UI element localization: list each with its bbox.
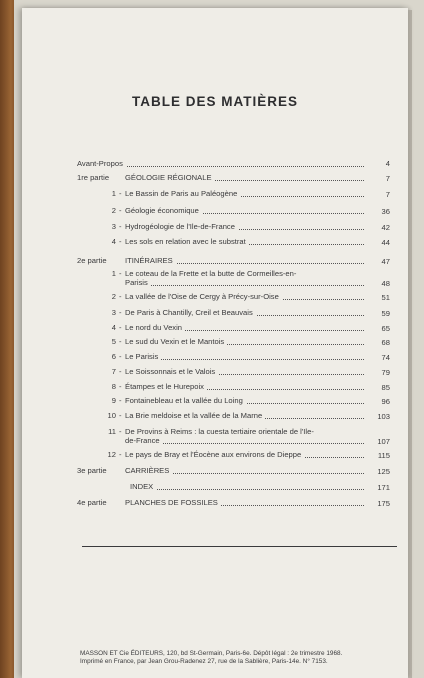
- toc-dash: -: [119, 308, 122, 317]
- toc-item-number: 2: [111, 206, 116, 215]
- toc-item-number: 3: [111, 222, 116, 231]
- toc-label: Étampes et le Hurepoix: [125, 382, 207, 391]
- toc-row: [125, 205, 364, 215]
- toc-row: [125, 435, 364, 445]
- toc-item-number: 12: [107, 450, 116, 459]
- part-prefix: 4e partie: [77, 498, 107, 507]
- toc-row: [125, 291, 364, 301]
- part-prefix: 3e partie: [77, 466, 107, 475]
- toc-label: Le Bassin de Paris au Paléogène: [125, 189, 240, 198]
- part-title: CARRIÈRES: [125, 466, 172, 475]
- toc-label: Le coteau de la Frette et la butte de Cormeilles-en-: [125, 269, 297, 278]
- toc-item-number: 8: [111, 382, 116, 391]
- toc-row-avant-propos: [77, 158, 364, 168]
- toc-row: [125, 366, 364, 376]
- toc-page-number: 47: [381, 257, 390, 266]
- toc-label: Le Parisis: [125, 352, 161, 361]
- toc-item-number: 7: [111, 367, 116, 376]
- footer-line: MASSON ET Cie ÉDITEURS, 120, bd St-Germain, Paris-6e. Dépôt légal : 2e trimestre 1968.: [80, 650, 343, 657]
- toc-label: Hydrogéologie de l'Ile-de-France: [125, 222, 238, 231]
- toc-row: [125, 410, 364, 420]
- toc-dash: -: [119, 427, 122, 436]
- toc-item-number: 4: [111, 237, 116, 246]
- toc-page-number: 96: [381, 397, 390, 406]
- toc-label: de-France: [125, 436, 163, 445]
- toc-label: Fontainebleau et la vallée du Loing: [125, 396, 246, 405]
- toc-label: Le pays de Bray et l'Éocène aux environs de Dieppe: [125, 450, 304, 459]
- toc-page-number: 115: [377, 451, 390, 460]
- toc-page-number: 103: [377, 412, 390, 421]
- part-title: PLANCHES DE FOSSILES: [125, 498, 221, 507]
- toc-row: [125, 307, 364, 317]
- toc-page-number: 171: [377, 483, 390, 492]
- toc-page-number: 42: [381, 223, 390, 232]
- page-title: TABLE DES MATIÈRES: [131, 94, 298, 109]
- toc-row: [125, 277, 364, 287]
- book-page: [22, 8, 408, 678]
- toc-page-number: 36: [381, 207, 390, 216]
- toc-label: De Paris à Chantilly, Creil et Beauvais: [125, 308, 256, 317]
- toc-page-number: 85: [381, 383, 390, 392]
- toc-page-number: 107: [377, 437, 390, 446]
- toc-label: De Provins à Reims : la cuesta tertiaire orientale de l'Ile-: [125, 427, 314, 436]
- divider-rule: [82, 546, 397, 547]
- toc-item-number: 2: [111, 292, 116, 301]
- footer-line: Imprimé en France, par Jean Grou-Radenez 27, rue de la Sablière, Paris-14e. N° 7153.: [80, 657, 328, 665]
- toc-page-number: 7: [385, 174, 390, 183]
- toc-page-number: 79: [381, 368, 390, 377]
- toc-row-part3: [125, 465, 364, 475]
- toc-label: Avant-Propos: [77, 159, 126, 168]
- toc-dash: -: [119, 237, 122, 246]
- toc-page-number: 125: [377, 467, 390, 476]
- toc-dash: -: [119, 450, 122, 459]
- part-title: GÉOLOGIE RÉGIONALE: [125, 173, 215, 182]
- toc-item-number: 3: [111, 308, 116, 317]
- toc-label: Parisis: [125, 278, 151, 287]
- toc-dash: -: [119, 323, 122, 332]
- toc-label: Le sud du Vexin et le Mantois: [125, 337, 227, 346]
- toc-page-number: 68: [381, 338, 390, 347]
- toc-dash: -: [119, 367, 122, 376]
- toc-row: [125, 322, 364, 332]
- toc-row-index: [130, 481, 364, 491]
- toc-item-number: 10: [107, 411, 116, 420]
- toc-dash: -: [119, 337, 122, 346]
- toc-page-number: 44: [381, 238, 390, 247]
- toc-item-number: 5: [111, 337, 116, 346]
- toc-label: La vallée de l'Oise de Cergy à Précy-sur-Oise: [125, 292, 282, 301]
- toc-item-number: 4: [111, 323, 116, 332]
- toc-row: [125, 336, 364, 346]
- toc-row: [125, 449, 364, 459]
- toc-row-part1: [125, 172, 364, 182]
- part-prefix: 1re partie: [77, 173, 110, 182]
- toc-page-number: 4: [385, 159, 390, 168]
- part-prefix: 2e partie: [77, 256, 107, 265]
- toc-page-number: 7: [385, 190, 390, 199]
- toc-row: [125, 395, 364, 405]
- toc-dash: -: [119, 222, 122, 231]
- toc-row: [125, 221, 364, 231]
- toc-dash: -: [119, 382, 122, 391]
- toc-dash: -: [119, 206, 122, 215]
- toc-dash: -: [119, 269, 122, 278]
- toc-row-part4: [125, 497, 364, 507]
- toc-dash: -: [119, 411, 122, 420]
- toc-page-number: 51: [381, 293, 390, 302]
- toc-label: INDEX: [130, 482, 156, 491]
- toc-dash: -: [119, 189, 122, 198]
- toc-page-number: 65: [381, 324, 390, 333]
- toc-dash: -: [119, 352, 122, 361]
- toc-row-part2: [125, 255, 364, 265]
- toc-page-number: 74: [381, 353, 390, 362]
- toc-row: [125, 188, 364, 198]
- toc-item-number: 11: [108, 427, 116, 436]
- toc-dash: -: [119, 396, 122, 405]
- toc-row: [125, 236, 364, 246]
- toc-row: [125, 381, 364, 391]
- toc-label: Géologie économique: [125, 206, 202, 215]
- toc-page-number: 48: [381, 279, 390, 288]
- publisher-footer: [80, 650, 400, 665]
- toc-page-number: 175: [377, 499, 390, 508]
- toc-dash: -: [119, 292, 122, 301]
- toc-item-number: 1: [111, 269, 116, 278]
- toc-page-number: 59: [381, 309, 390, 318]
- toc-label: La Brie meldoise et la vallée de la Marne: [125, 411, 265, 420]
- toc-label: Les sols en relation avec le substrat: [125, 237, 249, 246]
- toc-item-number: 9: [111, 396, 116, 405]
- toc-item-number: 6: [111, 352, 116, 361]
- toc-row: [125, 351, 364, 361]
- part-title: ITINÉRAIRES: [125, 256, 176, 265]
- toc-label: Le nord du Vexin: [125, 323, 185, 332]
- toc-label: Le Soissonnais et le Valois: [125, 367, 218, 376]
- toc-item-number: 1: [111, 189, 116, 198]
